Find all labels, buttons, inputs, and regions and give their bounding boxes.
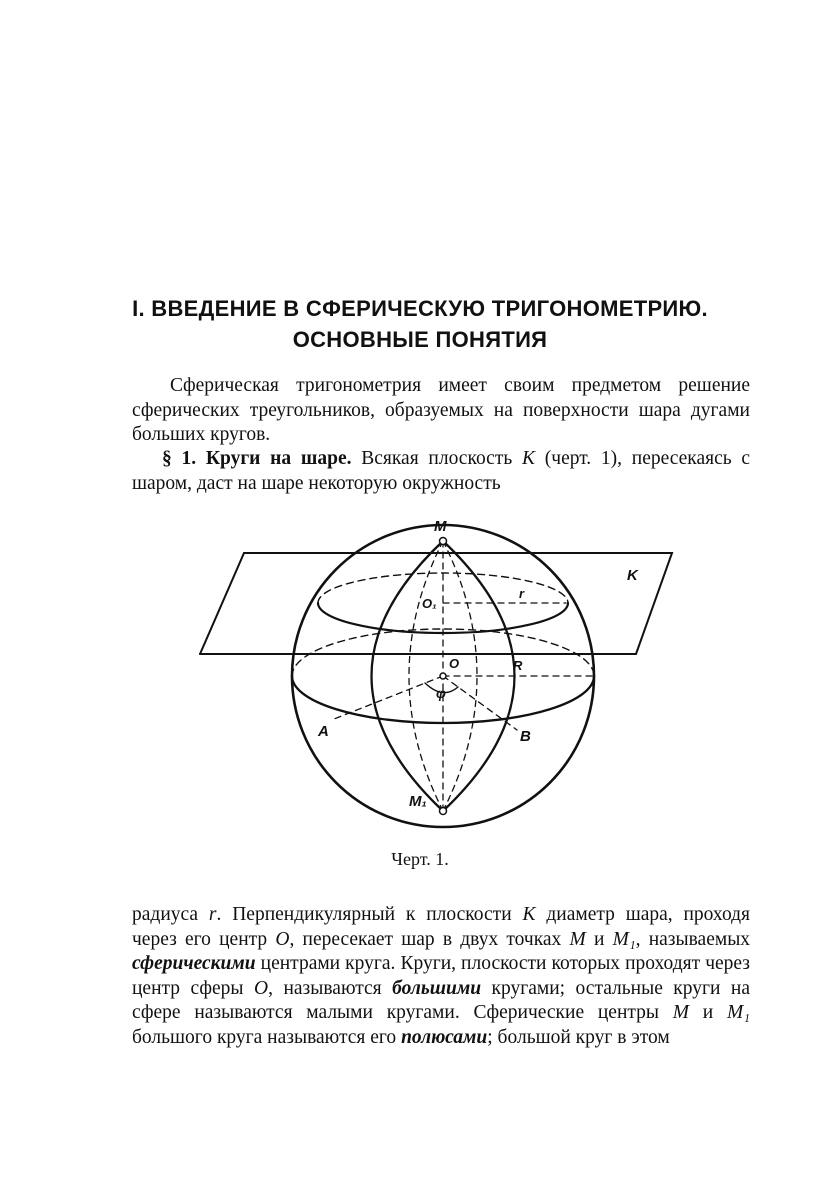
- chapter-title: I. ВВЕДЕНИЕ В СФЕРИЧЕСКУЮ ТРИГОНОМЕТРИЮ.: [132, 296, 708, 321]
- figure-caption: Черт. 1.: [391, 849, 449, 869]
- symbol-m1: M₁: [612, 928, 636, 950]
- section-1-text-2: (черт. 1), пересекаясь с шаром, даст на шаре некоторую окружность: [132, 448, 751, 494]
- plane-k: K: [522, 448, 536, 469]
- label-K: K: [627, 567, 638, 584]
- body-text: , называемых: [635, 928, 751, 950]
- symbol-m: M: [569, 928, 586, 950]
- label-M1: M₁: [409, 793, 427, 810]
- body-text: , пересекает шар в двух точках: [289, 928, 562, 950]
- point-M: [440, 538, 447, 545]
- meridian-left-back: [409, 541, 443, 811]
- term-poles: полюсами: [401, 1026, 488, 1048]
- label-r: r: [519, 586, 525, 601]
- symbol-m1: M₁: [727, 1002, 751, 1023]
- body-text: . Перпендикулярный к плоскости: [216, 904, 512, 925]
- body-text: большого круга называются его: [132, 1026, 397, 1048]
- body-text: , называются: [268, 977, 382, 999]
- radius-OA: [334, 676, 443, 719]
- term-great: большими: [392, 977, 482, 999]
- label-phi: φ: [436, 685, 446, 701]
- point-O: [440, 673, 446, 679]
- meridian-left: [372, 541, 444, 811]
- body-text: ; большой круг в этом: [487, 1026, 670, 1048]
- intro-paragraph: Сферическая тригонометрия имеет своим предметом решение сферических треугольников, образуемых на поверхности шара дугами больших кругов.: [132, 375, 750, 445]
- section-1-paragraph: [132, 447, 750, 496]
- chapter-subtitle: ОСНОВНЫЕ ПОНЯТИЯ: [292, 327, 548, 352]
- label-R: R: [513, 658, 523, 673]
- section-1-heading: § 1. Круги на шаре.: [162, 448, 352, 469]
- body-text: центрами круга. Круги, плоскости которых проходят через центр сферы: [132, 953, 751, 999]
- body-text: и: [593, 928, 605, 950]
- point-M1: [440, 808, 447, 815]
- sphere-figure: [195, 508, 690, 833]
- body-text: и: [702, 1002, 714, 1023]
- symbol-o: O: [254, 977, 269, 999]
- body-text: диаметр шара, проходя через его центр: [132, 904, 751, 950]
- label-B: B: [520, 728, 531, 745]
- term-spherical: сферическими: [132, 953, 256, 974]
- symbol-o: O: [275, 928, 290, 950]
- label-O1: O₁: [422, 596, 437, 611]
- label-M: M: [434, 518, 447, 535]
- label-A: A: [318, 723, 329, 740]
- body-text: радиуса: [132, 904, 199, 925]
- section-1-text: Всякая плоскость: [361, 448, 513, 469]
- label-O: O: [449, 656, 460, 671]
- body-text: кругами; остальные круги на сфере называются малыми кругами. Сферические центры: [132, 977, 751, 1023]
- body-paragraph: [132, 903, 750, 1050]
- symbol-r: r: [208, 904, 217, 925]
- symbol-m: M: [672, 1002, 690, 1023]
- symbol-k: K: [522, 904, 536, 925]
